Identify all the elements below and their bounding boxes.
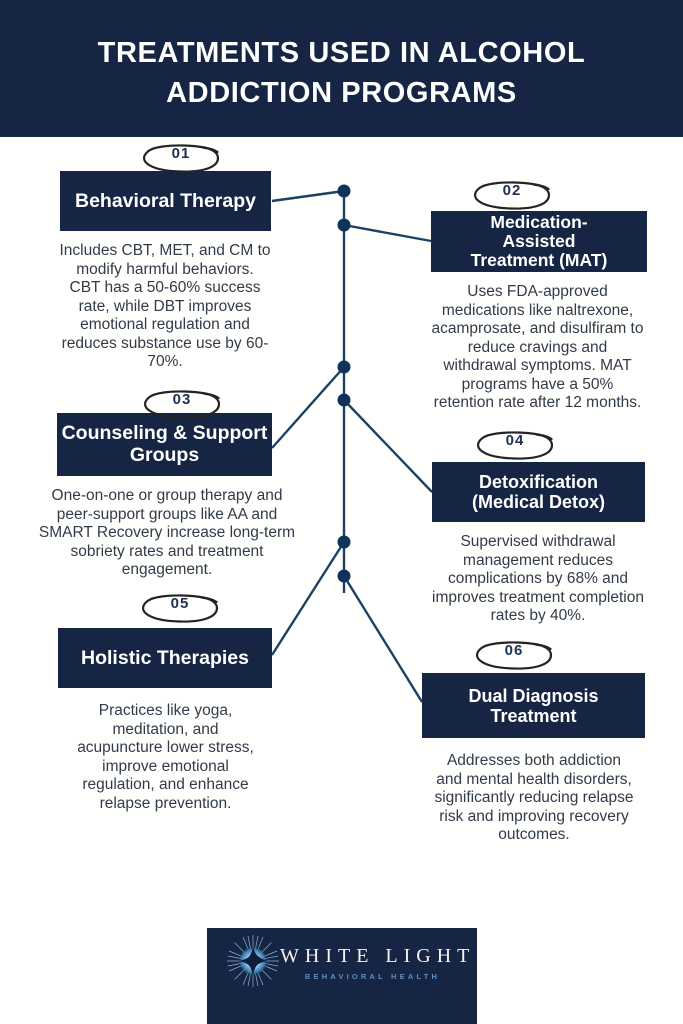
treatment-title-box-5 <box>58 628 272 688</box>
treatment-title: Treatment (MAT) <box>470 250 608 270</box>
treatment-title-box-4 <box>432 462 645 522</box>
step-badge-02 <box>470 180 554 210</box>
page-title-line1: TREATMENTS USED IN ALCOHOL <box>97 37 586 69</box>
timeline-dot-1 <box>338 185 351 198</box>
treatment-title-box-3 <box>57 413 272 476</box>
treatment-title: Assisted <box>502 231 576 251</box>
treatment-description-3: One-on-one or group therapy and peer-support groups like AA and SMART Recovery increase long-term sobriety rates and treatment engagement. <box>38 487 296 578</box>
connector-4 <box>344 400 432 492</box>
treatment-title-box-6 <box>422 673 645 738</box>
starburst-logo-icon <box>226 934 280 988</box>
treatment-title: Groups <box>129 443 200 466</box>
step-number: 01 <box>171 145 191 162</box>
connector-2 <box>344 225 431 241</box>
treatment-title: Counseling & Support <box>61 422 268 444</box>
timeline-dot-5 <box>338 536 351 549</box>
treatment-description-1: Includes CBT, MET, and CM to modify harmful behaviors. CBT has a 50-60% success rate, while DBT improves emotional regulation and reduces substance use by 60-70%. <box>59 242 271 370</box>
connector-6 <box>344 576 422 702</box>
step-badge-06 <box>472 640 556 670</box>
brand-tagline: BEHAVIORAL HEALTH <box>304 972 441 981</box>
treatment-title: Holistic Therapies <box>81 646 249 669</box>
step-badge-05 <box>138 593 222 623</box>
treatment-title: Behavioral Therapy <box>75 189 256 212</box>
treatment-title: Treatment <box>490 705 577 726</box>
brand-name: WHITE LIGHT <box>280 945 476 967</box>
connector-1 <box>272 191 344 201</box>
step-badge-01 <box>139 143 223 173</box>
treatment-title-box-1 <box>60 171 271 231</box>
footer-logo-box <box>207 928 477 1024</box>
treatment-description-6: Addresses both addiction and mental health disorders, significantly reducing relapse risk and improving recovery outcomes. <box>434 752 634 843</box>
timeline-dot-3 <box>338 361 351 374</box>
step-number: 05 <box>170 595 190 612</box>
treatment-title: Detoxification <box>478 472 598 492</box>
step-badge-04 <box>473 430 557 460</box>
brand-block <box>280 945 476 981</box>
treatment-title-box-2 <box>431 211 647 272</box>
step-number: 02 <box>502 182 522 199</box>
step-badge-03 <box>140 389 224 419</box>
treatment-title: Medication- <box>490 212 588 232</box>
connector-3 <box>272 367 344 448</box>
timeline-dot-6 <box>338 570 351 583</box>
step-number: 04 <box>505 432 525 449</box>
treatment-title: (Medical Detox) <box>471 492 606 512</box>
treatment-title: Dual Diagnosis <box>468 685 599 706</box>
treatment-description-4: Supervised withdrawal management reduces complications by 68% and improves treatment completion rates by 40%. <box>432 533 644 624</box>
treatment-description-2: Uses FDA-approved medications like naltrexone, acamprosate, and disulfiram to reduce cravings and withdrawal symptoms. MAT programs have a 50% retention rate after 12 months. <box>431 283 644 411</box>
timeline-dot-4 <box>338 394 351 407</box>
page-title-line2: ADDICTION PROGRAMS <box>166 77 517 109</box>
step-number: 06 <box>504 642 524 659</box>
step-number: 03 <box>172 391 192 408</box>
timeline-dot-2 <box>338 219 351 232</box>
treatment-description-5: Practices like yoga, meditation, and acupuncture lower stress, improve emotional regulation, and enhance relapse prevention. <box>77 702 254 812</box>
